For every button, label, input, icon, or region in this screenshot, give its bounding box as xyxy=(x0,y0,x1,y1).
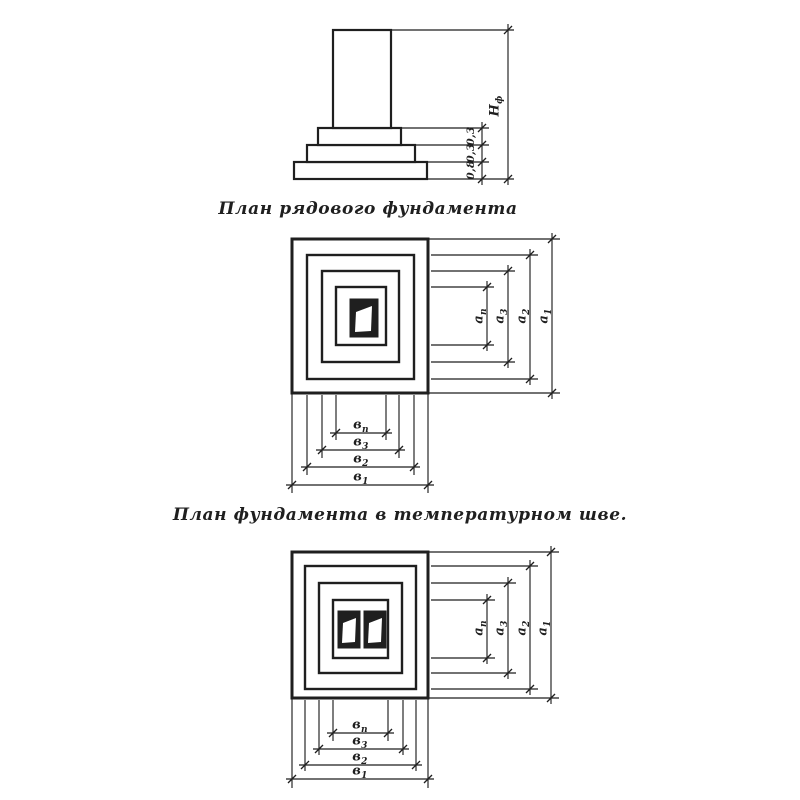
plan2-dim-a-p: $а_п$ xyxy=(471,620,490,636)
plan2-dim-b-1: $в_1$ xyxy=(352,763,368,782)
step-height-dim-3: 0,8 xyxy=(464,160,477,180)
plan1-dim-a-1: $а_1$ xyxy=(536,308,555,324)
plan-joint-view xyxy=(286,546,559,788)
plan-regular-title: План рядового фундамента xyxy=(218,199,518,219)
plan1-dim-b-2: $в_2$ xyxy=(353,451,369,470)
plan2-dim-a-1: $а_1$ xyxy=(535,620,554,636)
step-height-dim-1: 0,3 xyxy=(464,126,477,146)
plan2-dim-b-p: $в_п$ xyxy=(352,717,368,736)
plan-joint-title: План фундамента в температурном шве. xyxy=(172,505,628,525)
plan1-dim-b-3: $в_3$ xyxy=(353,434,369,453)
elevation-view xyxy=(294,24,514,185)
total-height-label: $Н_ф$ xyxy=(487,95,506,117)
plan1-dim-b-p: $в_п$ xyxy=(353,417,369,436)
plan2-dim-b-2: $в_2$ xyxy=(352,749,368,768)
plan2-dim-a-3: $а_3$ xyxy=(492,620,511,636)
plan1-dim-a-3: $а_3$ xyxy=(492,308,511,324)
plan1-dim-a-p: $а_п$ xyxy=(471,308,490,324)
foundation-step-3 xyxy=(294,162,427,179)
plan-regular-view xyxy=(286,233,560,493)
foundation-step-2 xyxy=(307,145,415,162)
plan1-dim-a-2: $а_2$ xyxy=(514,308,533,324)
plan2-dim-a-2: $а_2$ xyxy=(514,620,533,636)
foundation-step-1 xyxy=(318,128,401,145)
plan2-dim-b-3: $в_3$ xyxy=(352,733,368,752)
column xyxy=(333,30,391,128)
plan1-dim-b-1: $в_1$ xyxy=(353,469,369,488)
step-height-dim-2: 0,3 xyxy=(464,143,477,163)
